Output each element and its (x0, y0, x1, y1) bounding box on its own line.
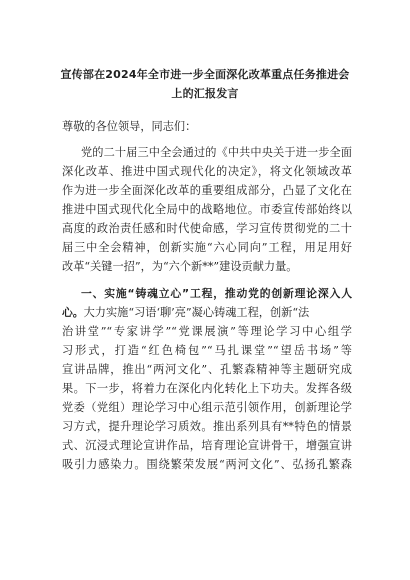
section-1-line: 式、沉浸式理论宣讲作品，培育理论宣讲骨干，增强宣讲 (62, 439, 352, 452)
paragraph-1-line: 高度的政治责任感和时代使命感，学习宣传贯彻党的二十 (62, 222, 352, 235)
paragraph-1-line: 改革“关键一招”，为“六个新**”建设贡献力量。 (62, 260, 298, 273)
section-1-line: 习方式，提升理论学习质效。推出系列具有**特色的情景 (62, 420, 352, 433)
section-1-line: 习形式，打造“红色椅包”“马扎课堂”“望岳书场”等 (62, 344, 352, 357)
paragraph-1-line: 作为进一步全面深化改革的重要组成部分，凸显了文化在 (62, 184, 352, 197)
section-1-line: 宣讲品牌，推出“两河文化”、孔繁森精神等主题研究成 (62, 363, 352, 376)
section-1-line: 果。下一步，将着力在深化内化转化上下功夫。发挥各级 (62, 382, 352, 395)
section-1-line-mixed (62, 305, 352, 321)
paragraph-1-line: 党的二十届三中全会通过的《中共中央关于进一步全面 (81, 146, 352, 159)
paragraph-1-line: 深化改革、推进中国式现代化的决定》，将文化领域改革 (62, 165, 352, 178)
section-1-heading-end: 心。 (62, 306, 84, 319)
section-1-line: 吸引力感染力。围绕繁荣发展“两河文化”、弘扬孔繁森 (62, 458, 352, 471)
salutation: 尊敬的各位领导，同志们： (62, 120, 197, 133)
section-1-line: 党委（党组）理论学习中心组示范引领作用，创新理论学 (62, 401, 352, 414)
paragraph-1-line: 届三中全会精神，创新实施“六心同向”工程，用足用好 (62, 241, 352, 254)
section-1-text: 大力实施“习语‘聊’亮”凝心铸魂工程，创新“法 (83, 306, 310, 319)
section-1-line: 治讲堂”“专家讲学”“党课展演”等理论学习中心组学 (62, 325, 352, 338)
document-title-line-1: 宣传部在2024年全市进一步全面深化改革重点任务推进会 (60, 68, 350, 81)
paragraph-1-line: 推进中国式现代化全局中的战略地位。市委宣传部始终以 (62, 203, 352, 216)
section-1-heading: 一、实施“铸魂立心”工程，推动党的创新理论深入人 (81, 287, 352, 300)
document-title-line-2: 上的汇报发言 (171, 87, 239, 100)
